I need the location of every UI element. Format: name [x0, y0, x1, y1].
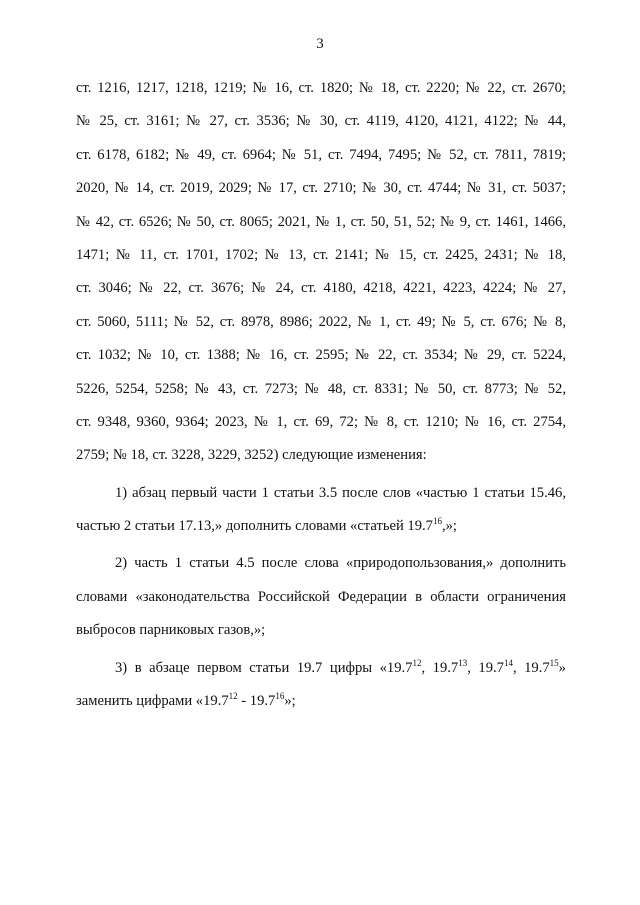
- text-line: 5226, 5254, 5258; № 43, ст. 7273; № 48, ст. 8331; № 50, ст. 8773; № 52,: [76, 380, 566, 397]
- superscript: 12: [228, 691, 238, 702]
- text-line: ст. 6178, 6182; № 49, ст. 6964; № 51, ст. 7494, 7495; № 52, ст. 7811, 7819;: [76, 146, 566, 163]
- text-line: ст. 1216, 1217, 1218, 1219; № 16, ст. 1820; № 18, ст. 2220; № 22, ст. 2670;: [76, 80, 566, 96]
- item-3-text: »: [558, 659, 566, 676]
- item-3-text: - 19.7: [237, 693, 276, 710]
- item-3-text: , 19.7: [421, 659, 459, 676]
- text-line: ст. 9348, 9360, 9364; 2023, № 1, ст. 69, 72; № 8, ст. 1210; № 16, ст. 2754,: [76, 413, 566, 430]
- superscript: 14: [503, 657, 513, 668]
- text-line: № 25, ст. 3161; № 27, ст. 3536; № 30, ст. 4119, 4120, 4121, 4122; № 44,: [76, 113, 566, 130]
- item-1-text: частью 2 статьи 17.13,» дополнить словами «статьей 19.7: [76, 518, 433, 535]
- text-line: 2020, № 14, ст. 2019, 2029; № 17, ст. 2710; № 30, ст. 4744; № 31, ст. 5037;: [76, 180, 566, 197]
- item-3-text: »;: [284, 693, 296, 710]
- superscript: 15: [549, 657, 559, 668]
- item-2-line-3: выбросов парниковых газов,»;: [76, 622, 266, 639]
- document-body: [76, 72, 566, 718]
- item-2-line-1: 2) часть 1 статьи 4.5 после слова «природопользования,» дополнить: [115, 555, 566, 572]
- text-line: № 42, ст. 6526; № 50, ст. 8065; 2021, № 1, ст. 50, 51, 52; № 9, ст. 1461, 1466,: [76, 213, 566, 230]
- item-3-line-1: [76, 652, 566, 685]
- superscript: 16: [275, 691, 285, 702]
- text-line: ст. 5060, 5111; № 52, ст. 8978, 8986; 2022, № 1, ст. 49; № 5, ст. 676; № 8,: [76, 313, 566, 330]
- superscript: 16: [432, 516, 442, 527]
- superscript: 12: [412, 657, 422, 668]
- page-number: 3: [316, 36, 324, 52]
- text-line: ст. 1032; № 10, ст. 1388; № 16, ст. 2595; № 22, ст. 3534; № 29, ст. 5224,: [76, 347, 566, 364]
- item-3-text: , 19.7: [512, 659, 550, 676]
- item-3-text: 3) в абзаце первом статьи 19.7 цифры «19.7: [115, 659, 413, 676]
- superscript: 13: [458, 657, 468, 668]
- item-3-line-2: [76, 685, 566, 718]
- item-1-line-1: 1) абзац первый части 1 статьи 3.5 после слов «частью 1 статьи 15.46,: [115, 484, 566, 501]
- text-line: 2759; № 18, ст. 3228, 3229, 3252) следующие изменения:: [76, 447, 427, 464]
- item-1-text-end: ,»;: [441, 518, 457, 535]
- text-line: 1471; № 11, ст. 1701, 1702; № 13, ст. 2141; № 15, ст. 2425, 2431; № 18,: [76, 246, 566, 263]
- item-2-line-2: словами «законодательства Российской Федерации в области ограничения: [76, 588, 566, 605]
- item-1-line-2: [76, 510, 566, 543]
- item-3-text: заменить цифрами «19.7: [76, 693, 229, 710]
- item-3-text: , 19.7: [467, 659, 504, 676]
- text-line: ст. 3046; № 22, ст. 3676; № 24, ст. 4180, 4218, 4221, 4223, 4224; № 27,: [76, 280, 566, 297]
